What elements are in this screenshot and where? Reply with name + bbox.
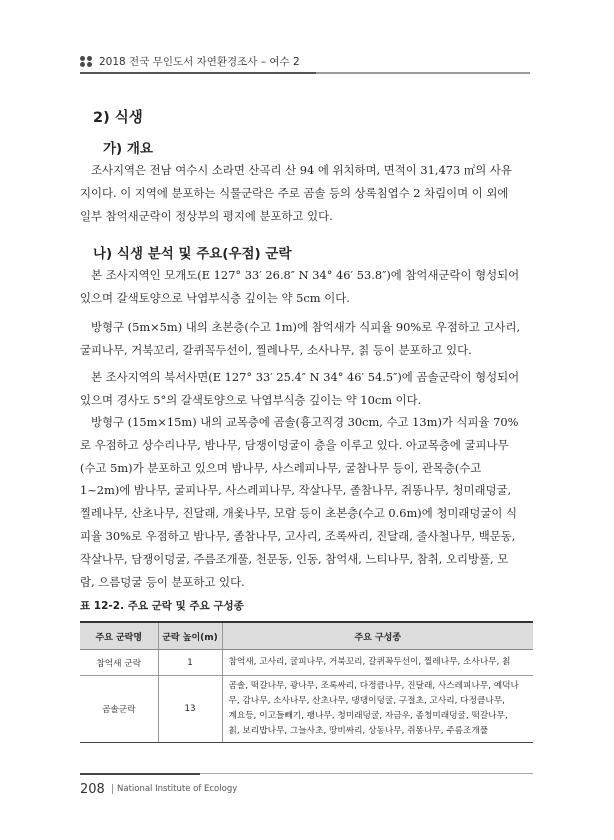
- text-line: 있으며 갈색토양으로 낙엽부식층 깊이는 약 5cm 이다.: [80, 290, 350, 305]
- paragraph-site-1: [80, 264, 533, 310]
- page-footer: [80, 773, 533, 803]
- header-rule: [80, 72, 316, 74]
- page-number: 208: [80, 782, 105, 797]
- column-header: 군락 높이(m): [158, 622, 222, 650]
- table-row: [80, 650, 533, 676]
- species-line: 칡, 보리밥나무, 그늘사초, 땅비싸리, 상동나무, 쥐똥나무, 주름조개풀: [228, 726, 489, 736]
- table-header-row: [80, 622, 533, 650]
- institute-name: National Institute of Ecology: [117, 784, 238, 794]
- table-row: [80, 676, 533, 743]
- text-line: 있으며 경사도 5°의 갈색토양으로 낙엽부식층 깊이는 약 10cm 이다.: [80, 392, 422, 407]
- species-cell: [222, 650, 533, 676]
- text-line: 굴피나무, 거북꼬리, 갈퀴꼭두선이, 찔레나무, 소사나무, 칡 등이 분포하고 있다.: [80, 342, 472, 357]
- paragraph-quadrat-1: [80, 316, 533, 362]
- text-line: 지이다. 이 지역에 분포하는 식물군락은 주로 곰솔 등의 상록침엽수 2 차림이며 이 외에: [80, 185, 509, 200]
- text-line: 1~2m)에 밤나무, 굴피나무, 사스레피나무, 작살나무, 졸참나무, 쥐똥나무, 청미래덩굴,: [80, 483, 512, 498]
- community-name: 참억새 군락: [80, 650, 158, 676]
- community-height: 1: [158, 650, 222, 676]
- text-line: 본 조사지역인 모개도(E 127° 33′ 26.8″ N 34° 46′ 53.8″)에 참억새군락이 형성되어: [91, 268, 520, 282]
- text-line: 조사지역은 전남 여수시 소라면 산곡리 산 94 에 위치하며, 면적이 31,473 ㎡의 사유: [91, 163, 512, 177]
- text-line: 방형구 (5m×5m) 내의 초본층(수고 1m)에 참억새가 식피율 90%로 우점하고 고사리,: [91, 320, 521, 334]
- running-header: [80, 52, 530, 74]
- paragraph-quadrat-2: [80, 411, 533, 593]
- bullet-dots-icon: [80, 56, 94, 68]
- subsection-title-overview: 가) 개요: [103, 141, 153, 157]
- text-line: 찔레나무, 산초나무, 진달래, 개옻나무, 모람 등이 초본층(수고 0.6m)에 청미래덩굴이 식: [80, 506, 517, 521]
- header-title: 2018 전국 무인도서 자연환경조사 – 여수 2: [99, 56, 300, 68]
- text-line: 람, 으름덩굴 등이 분포하고 있다.: [80, 574, 245, 589]
- footer-separator: [112, 784, 113, 794]
- footer-rule: [80, 773, 200, 775]
- text-line: 일부 참억새군락이 정상부의 평지에 분포하고 있다.: [80, 208, 333, 223]
- section-title: 2) 식생: [93, 110, 143, 126]
- column-header: 주요 군락명: [80, 622, 158, 650]
- text-line: 작살나무, 담쟁이덩굴, 주름조개풀, 천문동, 인동, 참억새, 느티나무, 참취, 오리방풀, 모: [80, 551, 509, 566]
- text-line: (수고 5m)가 분포하고 있으며 밤나무, 사스레피나무, 굴참나무 등이, 관목층(수고: [80, 460, 482, 475]
- species-line: 참억새, 고사리, 굴피나무, 거북꼬리, 갈퀴꼭두선이, 찔레나무, 소사나무, 칡: [228, 657, 511, 667]
- text-line: 로 우점하고 상수리나무, 밤나무, 담쟁이덩굴이 층을 이루고 있다. 아교목층에 굴피나무: [80, 437, 509, 452]
- community-height: 13: [158, 676, 222, 743]
- community-table: [80, 621, 533, 743]
- text-line: 본 조사지역의 북서사면(E 127° 33′ 25.4″ N 34° 46′ 54.5″)에 곰솔군락이 형성되어: [91, 370, 520, 384]
- table-caption: 표 12-2. 주요 군락 및 주요 구성종: [80, 600, 244, 612]
- footer-rule-light: [200, 773, 533, 774]
- paragraph-overview: [80, 159, 533, 227]
- community-name: 곰솔군락: [80, 676, 158, 743]
- text-line: 방형구 (15m×15m) 내의 교목층에 곰솔(흉고직경 30cm, 수고 13m)가 식피율 70%: [91, 415, 519, 429]
- species-line: 무, 감나무, 소사나무, 산초나무, 댕댕이덩굴, 구절초, 고사리, 다정큼나무,: [228, 696, 505, 706]
- species-cell: [222, 676, 533, 743]
- paragraph-site-2: [80, 366, 533, 412]
- text-line: 피율 30%로 우점하고 밤나무, 졸참나무, 고사리, 조록싸리, 진달래, 줄사철나무, 백문동,: [80, 528, 516, 543]
- subsection-title-analysis: 나) 식생 분석 및 주요(우점) 군락: [93, 246, 292, 262]
- column-header: 주요 구성종: [222, 622, 533, 650]
- species-line: 곰솔, 떡갈나무, 광나무, 조록싸리, 다정큼나무, 진달래, 사스레피나무, 예덕나: [228, 681, 519, 691]
- species-line: 계요등, 이고들빼기, 팽나무, 청미래덩굴, 자금우, 좀청미래덩굴, 떡갈나무,: [228, 711, 508, 721]
- header-rule-light: [316, 72, 530, 74]
